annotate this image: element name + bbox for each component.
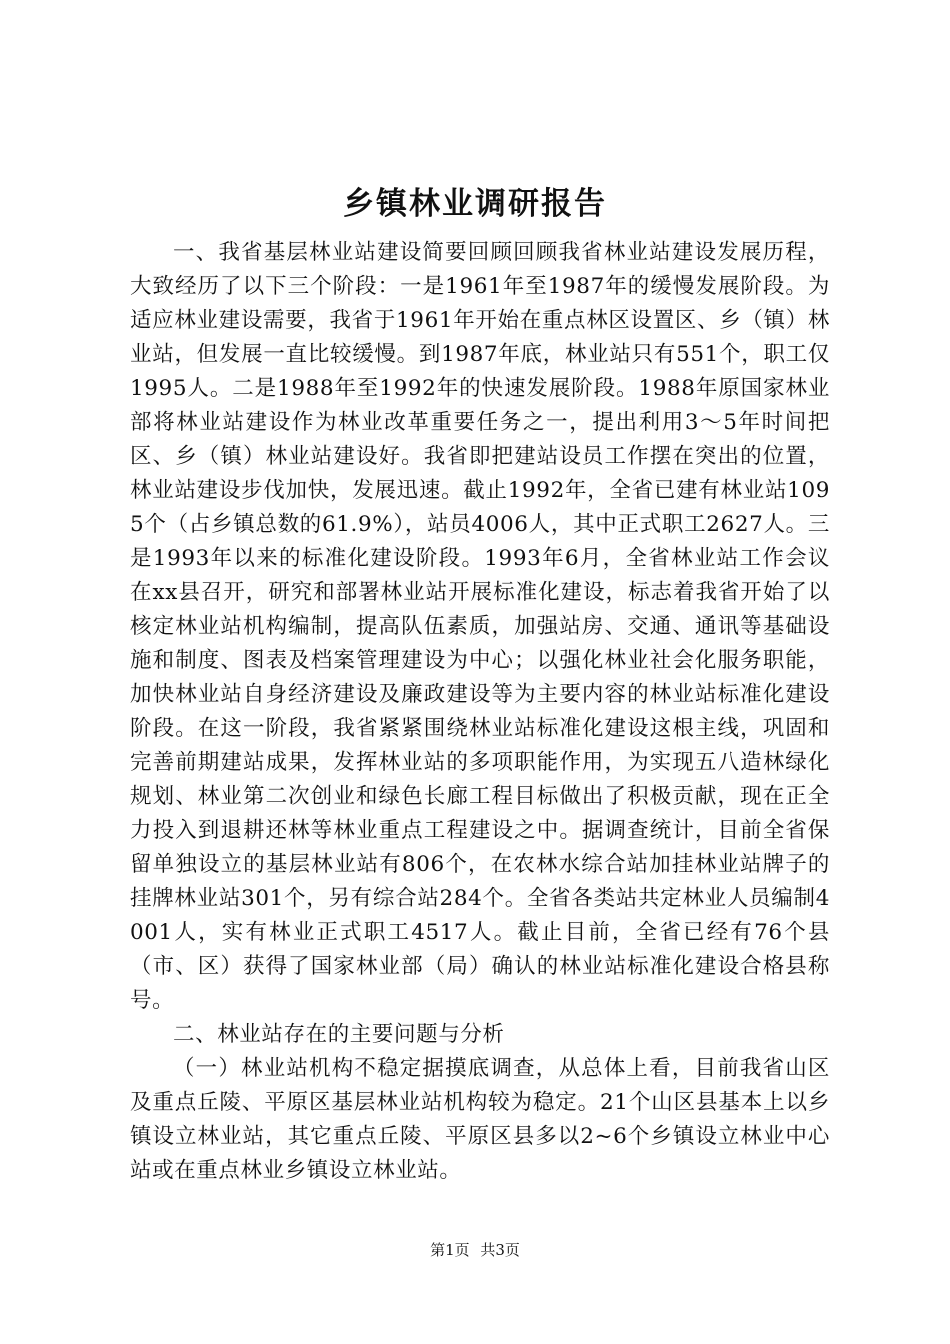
page-total: 共3页 [480, 1241, 520, 1259]
paragraph-section-1: 一、我省基层林业站建设简要回顾回顾我省林业站建设发展历程，大致经历了以下三个阶段：一是1961年至1987年的缓慢发展阶段。为适应林业建设需要，我省于1961年开始在重点林区设置区、乡（镇）林业站，但发展一直比较缓慢。到1987年底，林业站只有551个，职工仅1995人。二是1988年至1992年的快速发展阶段。1988年原国家林业部将林业站建设作为林业改革重要任务之一，提出利用3～5年时间把区、乡（镇）林业站建设好。我省即把建站设员工作摆在突出的位置，林业站建设步伐加快，发展迅速。截止1992年，全省已建有林业站1095个（占乡镇总数的61.9%），站员4006人，其中正式职工2627人。三是1993年以来的标准化建设阶段。1993年6月，全省林业站工作会议在xx县召开，研究和部署林业站开展标准化建设，标志着我省开始了以核定林业站机构编制，提高队伍素质，加强站房、交通、通讯等基础设施和制度、图表及档案管理建设为中心；以强化林业社会化服务职能，加快林业站自身经济建设及廉政建设等为主要内容的林业站标准化建设阶段。在这一阶段，我省紧紧围绕林业站标准化建设这根主线，巩固和完善前期建站成果，发挥林业站的多项职能作用，为实现五八造林绿化规划、林业第二次创业和绿色长廊工程目标做出了积极贡献，现在正全力投入到退耕还林等林业重点工程建设之中。据调查统计，目前全省保留单独设立的基层林业站有806个，在农林水综合站加挂林业站牌子的挂牌林业站301个，另有综合站284个。全省各类站共定林业人员编制4001人，实有林业正式职工4517人。截止目前，全省已经有76个县（市、区）获得了国家林业部（局）确认的林业站标准化建设合格县称号。 [130, 240, 830, 1013]
page-number: 第1页 [430, 1241, 470, 1259]
section-heading-2: 二、林业站存在的主要问题与分析 [173, 1022, 505, 1047]
document-title: 乡镇林业调研报告 [343, 186, 607, 222]
document-body [130, 236, 830, 1188]
paragraph-subsection-1: （一）林业站机构不稳定据摸底调查，从总体上看，目前我省山区及重点丘陵、平原区基层林业站机构较为稳定。21个山区县基本上以乡镇设立林业站，其它重点丘陵、平原区县多以2~6个乡镇设立林业中心站或在重点林业乡镇设立林业站。 [130, 1056, 830, 1183]
page-footer [0, 1240, 950, 1260]
